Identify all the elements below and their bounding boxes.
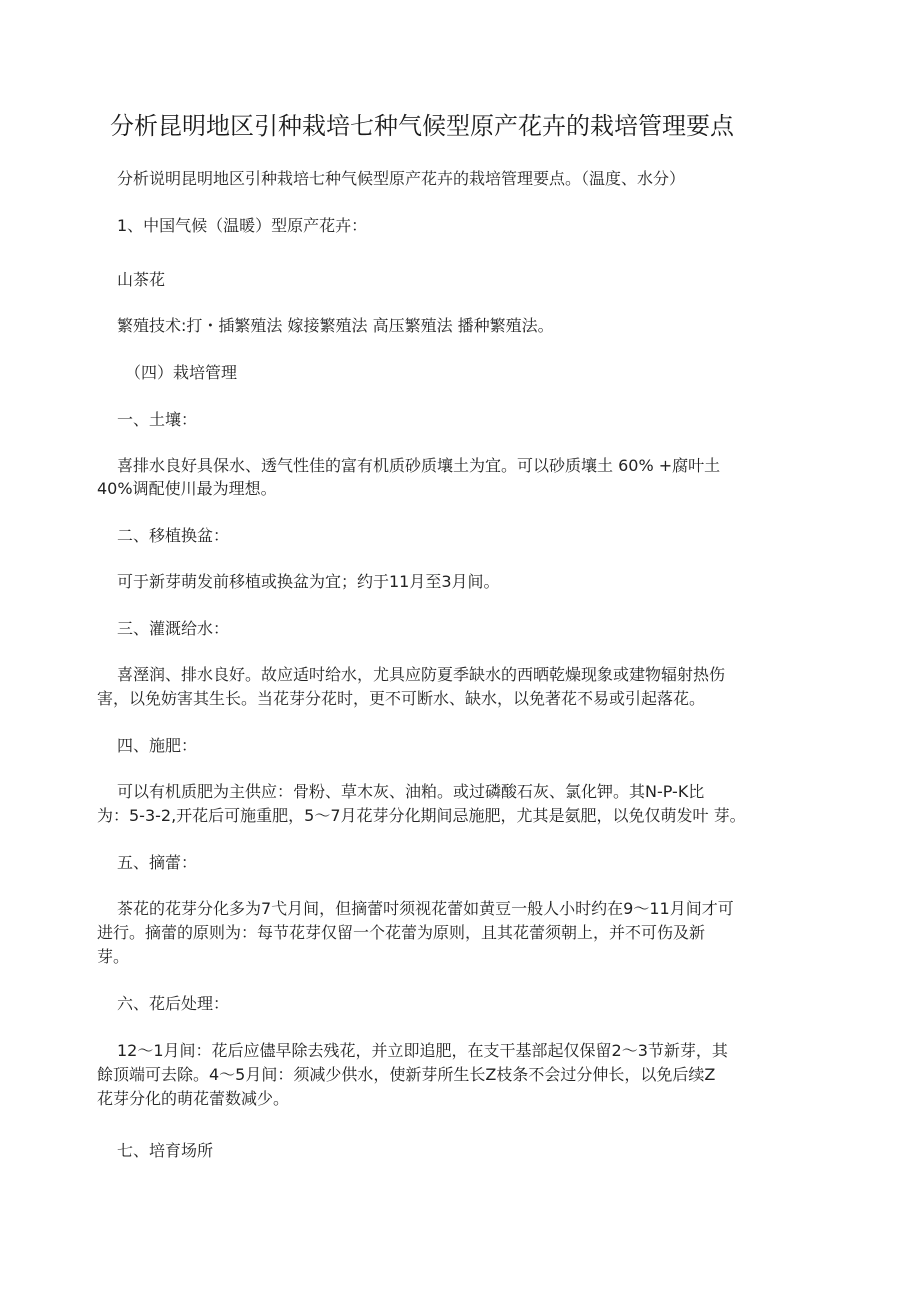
item-heading: 五、摘蕾： (117, 853, 198, 872)
document-title: 分析昆明地区引种栽培七种气候型原产花卉的栽培管理要点 (110, 112, 734, 140)
plant-name: 山茶花 (117, 270, 166, 289)
item-text-line: 餘顶端可去除。4～5月间：须减少供水，使新芽所生长Z枝条不会过分伸长，以免后续Z (97, 1065, 716, 1084)
item-text-line: 花芽分化的萌花蕾数减少。 (97, 1089, 290, 1108)
intro-text: 分析说明昆明地区引种栽培七种气候型原产花卉的栽培管理要点。（温度、水分） (117, 169, 686, 188)
item-text-line: 芽。 (97, 947, 130, 966)
item-heading: 七、培育场所 (117, 1141, 214, 1160)
item-heading: 四、施肥： (117, 736, 198, 755)
item-heading: 一、土壤： (117, 410, 198, 429)
item-text-line: 喜溼润、排水良好。故应适吋给水，尤具应防夏季缺水的西晒乾燥现象或建物辐射热伤 (117, 665, 726, 684)
item-text-line: 可于新芽萌发前移植或换盆为宜；约于11月至3月间。 (117, 572, 500, 591)
item-text-line: 喜排水良好具保水、透气性佳的富有机质砂质壤土为宜。可以砂质壤土 60% +腐叶土 (117, 456, 721, 475)
section-heading: 1、中国气候（温暖）型原产花卉： (117, 216, 368, 235)
item-text-line: 进行。摘蕾的原则为：每节花芽仅留一个花蕾为原则，且其花蕾须朝上，并不可伤及新 (97, 923, 706, 942)
item-heading: 二、移植换盆： (117, 526, 230, 545)
item-heading: 三、灌溉给水： (117, 619, 230, 638)
item-text-line: 害，以免妨害其生长。当花芽分花时，更不可断水、缺水，以免著花不易或引起落花。 (97, 689, 706, 708)
item-text-line: 可以有机质肥为主供应：骨粉、草木灰、油粕。或过磷酸石灰、氯化钾。其N-P-K比 (117, 782, 705, 801)
item-text-line: 12～1月间：花后应儘早除去残花，并立即追肥，在支干基部起仅保留2～3节新芽，其 (117, 1041, 728, 1060)
item-text-line: 为：5-3-2,开花后可施重肥，5～7月花芽分化期间忌施肥，尤其是氨肥，以免仅萌发叶 芽。 (97, 806, 746, 825)
cultivation-heading: （四）栽培管理 (125, 363, 238, 382)
item-text-line: 40%调配使川最为理想。 (97, 479, 277, 498)
item-heading: 六、花后处理： (117, 994, 230, 1013)
propagation-text: 繁殖技术:打・插繁殖法 嫁接繁殖法 高压繁殖法 播种繁殖法。 (117, 316, 554, 335)
item-text-line: 茶花的花芽分化多为7弋月间，但摘蕾吋须视花蕾如黄豆一般人小时约在9～11月间才可 (117, 899, 734, 918)
